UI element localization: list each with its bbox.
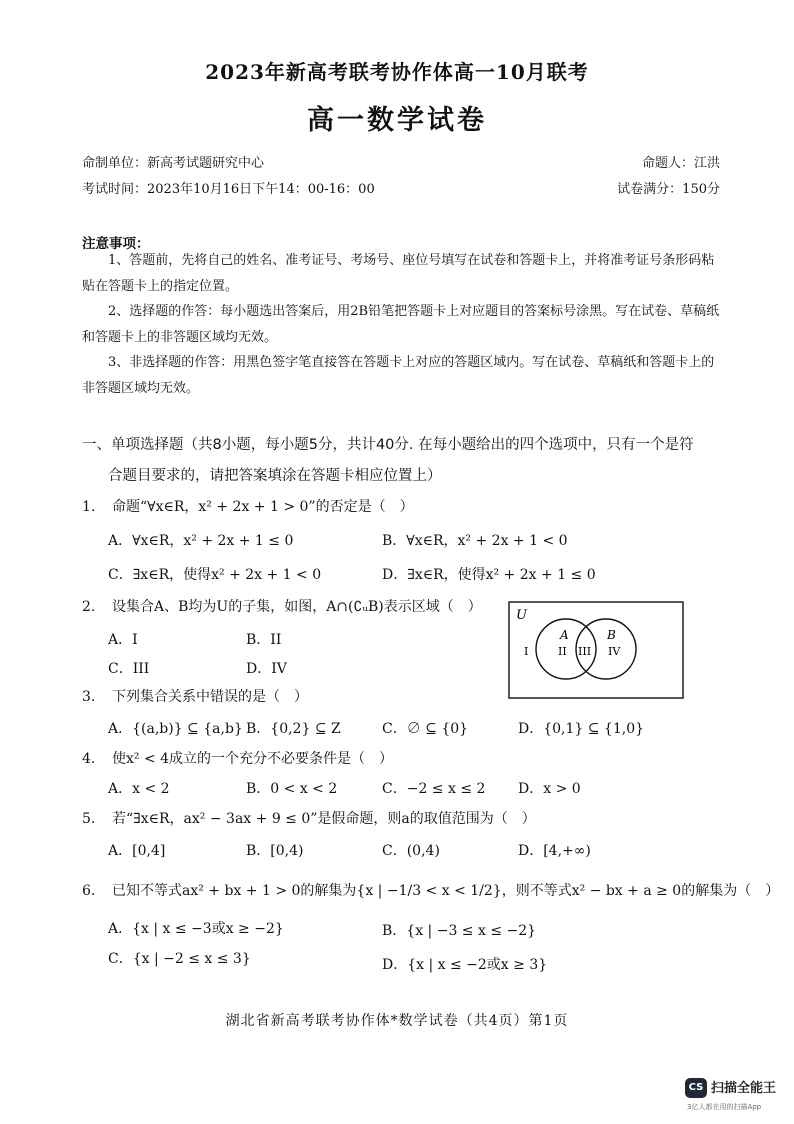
option-d: D．IV [246, 661, 287, 677]
option-a: A．{(a,b)} ⊆ {a,b} [108, 721, 243, 737]
scanner-tagline: 3亿人都在用的扫描App [687, 1103, 762, 1111]
option-c: C．III [108, 661, 150, 677]
set-b-label: B [607, 628, 616, 642]
camscanner-logo-icon: CS [685, 1078, 707, 1098]
notice-item: 2、选择题的作答：每小题选出答案后，用2B铅笔把答题卡上对应题目的答案标号涂黑。写在试卷、草稿纸和答题卡上的非答题区域均无效。 [82, 304, 720, 345]
subject-title: 高一数学试卷 [307, 105, 487, 136]
option-a: A．[0,4] [108, 843, 166, 859]
option-c: C．∃x∈R，使得x² + 2x + 1 < 0 [108, 567, 322, 583]
option-b: B．{x | −3 ≤ x ≤ −2} [382, 923, 537, 939]
option-a: A．I [108, 632, 138, 648]
option-d: D．∃x∈R，使得x² + 2x + 1 ≤ 0 [382, 567, 596, 583]
region-4-label: IV [608, 645, 621, 658]
scanner-name: 扫描全能王 [711, 1081, 777, 1096]
exam-title: 2023年新高考联考协作体高一10月联考 [205, 60, 589, 84]
question-3: 3. 下列集合关系中错误的是（ ） [82, 689, 308, 705]
notice-item: 1、答题前，先将自己的姓名、准考证号、考场号、座位号填写在试卷和答题卡上，并将准考证号条形码粘贴在答题卡上的指定位置。 [82, 253, 715, 294]
option-b: B．II [246, 632, 282, 648]
author-label: 命题人：江洪 [641, 156, 720, 171]
option-d: D．x > 0 [518, 781, 581, 797]
option-b: B．{0,2} ⊆ Z [246, 721, 341, 737]
notice-item: 3、非选择题的作答：用黑色签字笔直接答在答题卡上对应的答题区域内。写在试卷、草稿纸和答题卡上的非答题区域均无效。 [82, 355, 715, 396]
option-a: A．∀x∈R，x² + 2x + 1 ≤ 0 [108, 533, 294, 549]
option-d: D．{x | x ≤ −2或x ≥ 3} [382, 957, 548, 973]
region-2-label: II [558, 645, 567, 658]
page-footer: 湖北省新高考联考协作体*数学试卷（共4页）第1页 [225, 1013, 569, 1029]
set-a-label: A [560, 628, 569, 642]
option-a: A．{x | x ≤ −3或x ≥ −2} [108, 921, 284, 937]
question-2: 2. 设集合A、B均为U的子集，如图，A∩(∁ᵤB)表示区域（ ） [82, 599, 482, 615]
question-5: 5. 若“∃x∈R，ax² − 3ax + 9 ≤ 0”是假命题，则a的取值范围为（ ） [82, 811, 536, 827]
option-a: A．x < 2 [108, 781, 170, 797]
notice-title: 注意事项： [82, 236, 150, 252]
question-1: 1. 命题“∀x∈R，x² + 2x + 1 > 0”的否定是（ ） [82, 499, 414, 515]
option-b: B．0 < x < 2 [246, 781, 338, 797]
universe-label: U [516, 608, 527, 623]
region-1-label: I [524, 645, 529, 658]
venn-diagram [508, 601, 684, 699]
question-4: 4. 使x² < 4成立的一个充分不必要条件是（ ） [82, 751, 394, 767]
option-c: C．∅ ⊆ {0} [382, 721, 469, 737]
full-score: 试卷满分：150分 [617, 182, 720, 197]
option-d: D．{0,1} ⊆ {1,0} [518, 721, 645, 737]
option-c: C．−2 ≤ x ≤ 2 [382, 781, 486, 797]
option-c: C．(0,4) [382, 843, 440, 859]
exam-time: 考试时间：2023年10月16日下午14：00-16：00 [82, 182, 375, 197]
option-d: D．[4,+∞) [518, 843, 591, 859]
option-b: B．∀x∈R，x² + 2x + 1 < 0 [382, 533, 568, 549]
option-c: C．{x | −2 ≤ x ≤ 3} [108, 951, 251, 967]
scanner-watermark [685, 1076, 785, 1116]
section-heading: 一、单项选择题（共8小题，每小题5分，共计40分. 在每小题给出的四个选项中，只有一个是符 合题目要求的，请把答案填涂在答题卡相应位置上） [82, 437, 694, 484]
org-label: 命制单位：新高考试题研究中心 [82, 156, 265, 171]
option-b: B．[0,4) [246, 843, 304, 859]
region-3-label: III [578, 645, 592, 658]
question-6: 6. 已知不等式ax² + bx + 1 > 0的解集为{x | −1/3 < x < 1/2}，则不等式x² − bx + a ≥ 0的解集为（ ） [82, 883, 780, 899]
